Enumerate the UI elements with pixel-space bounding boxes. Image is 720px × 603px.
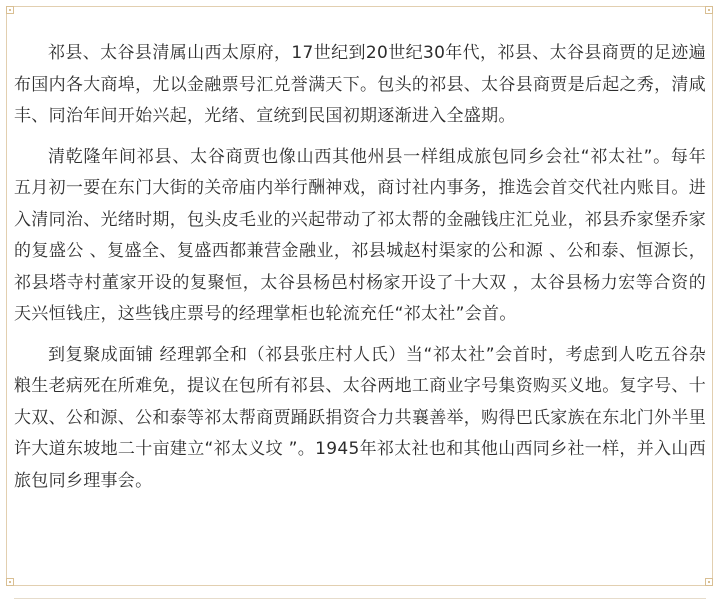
article-body [14, 38, 706, 506]
paragraph-2: 清乾隆年间祁县、太谷商贾也像山西其他州县一样组成旅包同乡会社“祁太社”。每年五月初一要在东门大街的关帝庙内举行酬神戏，商讨社内事务，推选会首交代社内账目。进入清同治、光绪时期，包头皮毛业的兴起带动了祁太帮的金融钱庄汇兑业，祁县乔家堡乔家的复盛公 、复盛全、复盛西都兼营金融业，祁县城赵村渠家的公和源 、公和泰、恒源长，祁县塔寺村董家开设的复聚恒，太谷县杨邑村杨家开设了十大双 ，太谷县杨力宏等合资的天兴恒钱庄，这些钱庄票号的经理掌柜也轮流充任“祁太社”会首。 [14, 146, 706, 324]
corner-ornament-bottom-right [705, 578, 713, 586]
paragraph-1: 祁县、太谷县清属山西太原府，17世纪到20世纪30年代，祁县、太谷县商贾的足迹遍布国内各大商埠，尤以金融票号汇兑誉满天下。包头的祁县、太谷县商贾是后起之秀，清咸丰、同治年间开始兴起，光绪、宣统到民国初期逐渐进入全盛期。 [14, 43, 706, 126]
paragraph-3: 到复聚成面铺 经理郭全和（祁县张庄村人氏）当“祁太社”会首时，考虑到人吃五谷杂粮生老病死在所难免，提议在包所有祁县、太谷两地工商业字号集资购买义地。复字号、十大双、公和源、公和泰等祁太帮商贾踊跃捐资合力共襄善举，购得巴氏家族在东北门外半里许大道东坡地二十亩建立“祁太义坟 ”。1945年祁太社也和其他山西同乡社一样，并入山西旅包同乡理事会。 [14, 344, 706, 491]
corner-ornament-top-left [6, 6, 14, 14]
bottom-divider [14, 598, 706, 599]
corner-ornament-bottom-left [6, 578, 14, 586]
corner-ornament-top-right [705, 6, 713, 14]
